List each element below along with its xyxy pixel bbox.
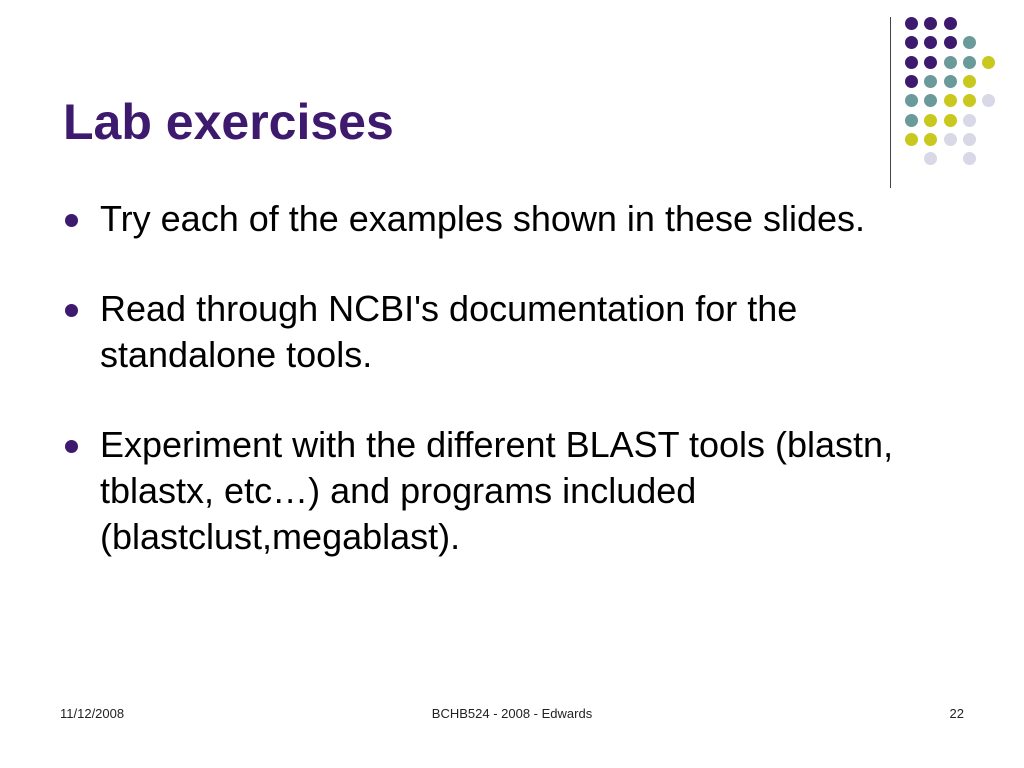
- bullet-dot-icon: [65, 440, 78, 453]
- decorative-dot: [982, 94, 995, 107]
- decorative-dot: [924, 133, 937, 146]
- decorative-dot: [905, 56, 918, 69]
- decorative-dot: [905, 133, 918, 146]
- bullet-text: Experiment with the different BLAST tools (blastn, tblastx, etc…) and programs included (blastclust,megablast).: [100, 424, 894, 557]
- decorative-dot: [924, 56, 937, 69]
- decorative-dot: [982, 56, 995, 69]
- decorative-dot: [963, 75, 976, 88]
- decorative-dot: [944, 133, 957, 146]
- title-divider-line: [890, 17, 891, 188]
- decorative-dot: [924, 152, 937, 165]
- footer-course: BCHB524 - 2008 - Edwards: [431, 706, 593, 721]
- bullet-list: [62, 196, 982, 604]
- decorative-dot: [963, 152, 976, 165]
- decorative-dot: [963, 36, 976, 49]
- bullet-text: Try each of the examples shown in these slides.: [100, 198, 866, 239]
- decorative-dot: [924, 36, 937, 49]
- decorative-dot: [963, 133, 976, 146]
- decorative-dot: [924, 75, 937, 88]
- decorative-dot: [905, 75, 918, 88]
- decorative-dot: [905, 17, 918, 30]
- decorative-dot: [924, 17, 937, 30]
- decorative-dot: [905, 114, 918, 127]
- bullet-dot-icon: [65, 304, 78, 317]
- slide-title: Lab exercises: [63, 94, 394, 150]
- decorative-dot: [905, 36, 918, 49]
- decorative-dot: [944, 17, 957, 30]
- decorative-dot: [944, 56, 957, 69]
- decorative-dot: [924, 114, 937, 127]
- decorative-dot: [944, 94, 957, 107]
- decorative-dot: [963, 94, 976, 107]
- bullet-item: [62, 196, 982, 242]
- bullet-dot-icon: [65, 214, 78, 227]
- footer-page-number: 22: [949, 706, 964, 721]
- bullet-item: [62, 286, 982, 378]
- decorative-dot: [905, 94, 918, 107]
- bullet-item: [62, 422, 982, 560]
- decorative-dot: [944, 36, 957, 49]
- decorative-dot: [944, 114, 957, 127]
- decorative-dot: [963, 114, 976, 127]
- bullet-text: Read through NCBI's documentation for the standalone tools.: [100, 288, 798, 375]
- decorative-dot: [963, 56, 976, 69]
- decorative-dot: [944, 75, 957, 88]
- decorative-dot: [924, 94, 937, 107]
- footer-date: 11/12/2008: [60, 706, 125, 721]
